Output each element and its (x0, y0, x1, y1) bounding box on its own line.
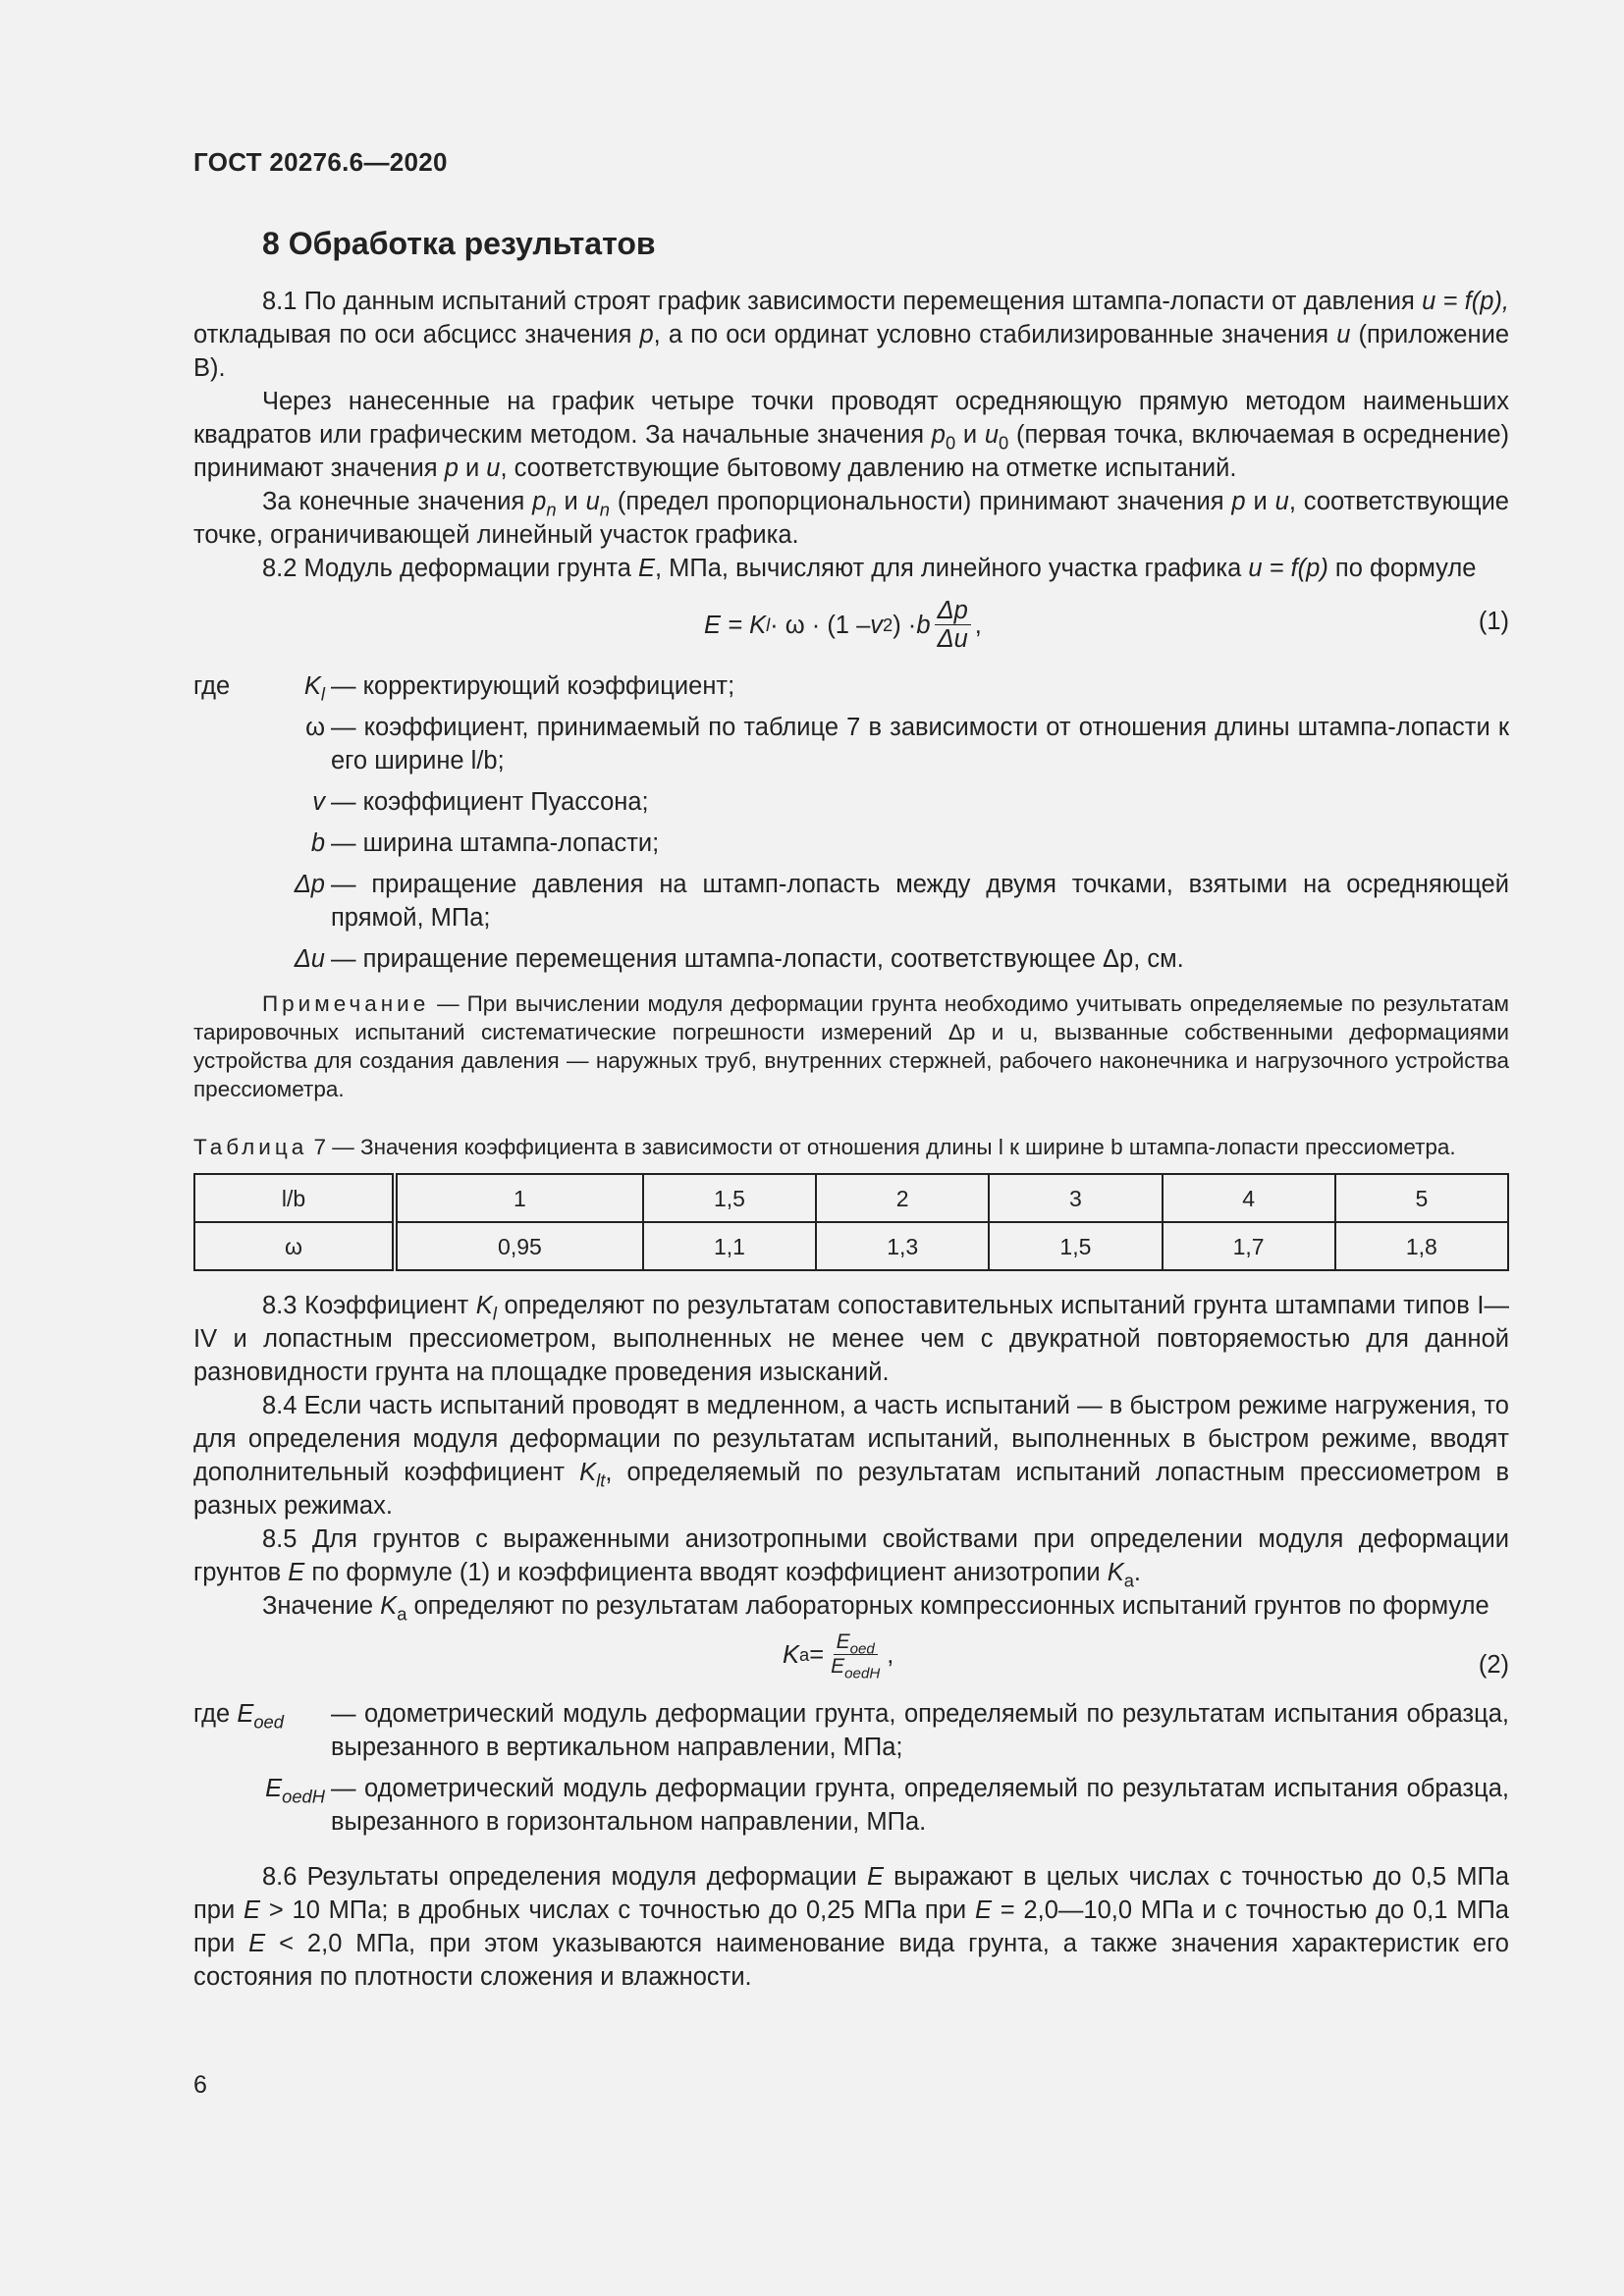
table-cell: 4 (1163, 1174, 1335, 1222)
paragraph-8-6: 8.6 Результаты определения модуля деформации E выражают в целых числах с точностью до 0,5 МПа при E > 10 МПа; в дробных числах с точностью до 0,25 МПа при E = 2,0—10,0 МПа и с точностью до 0,1 МПа при E < 2,0 МПа, при этом указываются наименование вида грунта, а также значения характеристик его состояния по плотности сложения и влажности. (193, 1863, 1510, 1991)
table-cell: 1,1 (643, 1222, 816, 1270)
paragraph-8-2: 8.2 Модуль деформации грунта E, МПа, вычисляют для линейного участка графика u = f(p) по формуле (262, 555, 1477, 582)
table-cell: 1,7 (1163, 1222, 1335, 1270)
table-7 (193, 1173, 1509, 1271)
definition-item: где $E_{oed}$ — одометрический модуль деформации грунта, определяемый по результатам испытания образца, вырезанного в вертикальном направлении, МПа; (193, 1700, 1509, 1761)
definition-item: Δp — приращение давления на штамп-лопасть между двумя точками, взятыми на осредняющей прямой, МПа; (294, 871, 1509, 932)
table-cell: 5 (1335, 1174, 1508, 1222)
paragraph-8-1: 8.1 По данным испытаний строят график зависимости перемещения штампа-лопасти от давления u = f(p), откладывая по оси абсцисс значения p, а по оси ординат условно стабилизированные значения u (приложение В). (193, 288, 1510, 382)
document-header: ГОСТ 20276.6—2020 (193, 147, 448, 177)
page-number: 6 (193, 2071, 207, 2099)
table-row (194, 1222, 1508, 1270)
definition-item: Δu — приращение перемещения штампа-лопасти, соответствующее Δp, см. (294, 945, 1184, 973)
table-cell: 3 (989, 1174, 1162, 1222)
table-cell: l/b (194, 1174, 395, 1222)
table-row (194, 1174, 1508, 1222)
paragraph-8-3: 8.3 Коэффициент $K_l$ определяют по результатам сопоставительных испытаний грунта штампами типов I—IV и лопастным прессиометром, выполненных не менее чем с двукратной повторяемостью для данной разновидности грунта на площадке проведения изысканий. (193, 1292, 1509, 1386)
formula-2-definitions (193, 1697, 1509, 1839)
formula-2-number: (2) (1478, 1651, 1509, 1679)
table-cell: 1 (395, 1174, 643, 1222)
formula-1: E = K l · ω · (1 – v 2 ) · b $\frac{\Delta p}{\Delta u}$ , (1) (704, 597, 1509, 653)
table-cell: 2 (816, 1174, 989, 1222)
definition-item: $E_{oedH}$ — одометрический модуль деформации грунта, определяемый по результатам испытания образца, вырезанного в горизонтальном направлении, МПа. (265, 1775, 1509, 1836)
formula-1-definitions (193, 669, 1509, 976)
document-body (193, 224, 1509, 1994)
table-cell: 1,5 (643, 1174, 816, 1222)
definition-item: b — ширина штампа-лопасти; (310, 829, 660, 857)
paragraph-8-1-averaging: Через нанесенные на график четыре точки проводят осредняющую прямую методом наименьших квадратов или графическим методом. За начальные значения $p_0$ и $u_0$ (первая точка, включаемая в осреднение) принимают значения p и u, соответствующие бытовому давлению на отметке испытаний. (193, 388, 1510, 482)
formula-1-number: (1) (1478, 608, 1509, 635)
table-cell: 0,95 (395, 1222, 643, 1270)
definition-item: v — коэффициент Пуассона; (312, 788, 649, 816)
table-7-caption: Таблица 7 — Значения коэффициента в зависимости от отношения длины l к ширине b штампа-лопасти прессиометра. (193, 1135, 1456, 1159)
paragraph-8-5: 8.5 Для грунтов с выраженными анизотропными свойствами при определении модуля деформации грунтов E по формуле (1) и коэффициента вводят коэффициент анизотропии $K_a$. (193, 1525, 1509, 1591)
paragraph-8-4: 8.4 Если часть испытаний проводят в медленном, а часть испытаний — в быстром режиме нагружения, то для определения модуля деформации по результатам испытаний, выполненных в быстром режиме, вводят дополнительный коэффициент $K_{lt}$, определяемый по результатам испытаний лопастным прессиометром в разных режимах. (193, 1392, 1509, 1520)
note-paragraph: Примечание — При вычислении модуля деформации грунта необходимо учитывать определяемые по результатам тарировочных испытаний систематические погрешности измерений Δp и u, вызванные собственными деформациями устройства для создания давления — наружных труб, внутренних стержней, рабочего наконечника и нагрузочного устройства прессиометра. (193, 991, 1509, 1101)
table-cell: 1,3 (816, 1222, 989, 1270)
paragraph-8-1-final-values: За конечные значения $p_n$ и $u_n$ (предел пропорциональности) принимают значения p и u, соответствующие точке, ограничивающей линейный участок графика. (193, 488, 1509, 549)
definition-item: где $K_l$ — корректирующий коэффициент; (193, 672, 735, 705)
section-title: 8 Обработка результатов (262, 226, 656, 261)
formula-1-fraction: $\frac{\Delta p}{\Delta u}$ (935, 597, 971, 653)
table-cell: ω (194, 1222, 395, 1270)
formula-2-fraction: $\frac{E_{oed}}{E_{oedH}}$ (831, 1630, 881, 1682)
paragraph-8-5-value: Значение $K_a$ определяют по результатам лабораторных компрессионных испытаний грунтов по формуле (262, 1592, 1489, 1625)
table-cell: 1,5 (989, 1222, 1162, 1270)
formula-2: K a = $\frac{E_{oed}}{E_{oedH}}$ , (2) (783, 1630, 1509, 1682)
table-cell: 1,8 (1335, 1222, 1508, 1270)
definition-item: ω — коэффициент, принимаемый по таблице 7 в зависимости от отношения длины штампа-лопасти к его ширине l/b; (305, 714, 1509, 774)
